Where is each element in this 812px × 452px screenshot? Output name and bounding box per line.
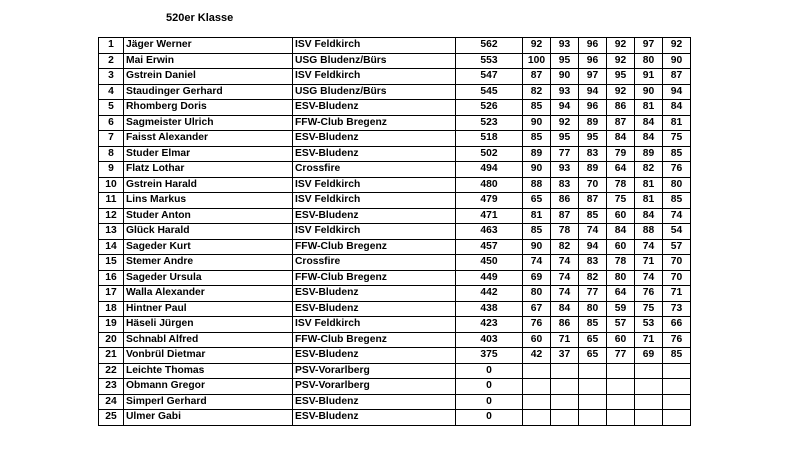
series-5-cell (635, 394, 663, 410)
club-cell: FFW-Club Bregenz (293, 239, 456, 255)
total-cell: 375 (456, 348, 523, 364)
series-3-cell (579, 379, 607, 395)
series-1-cell (523, 410, 551, 426)
series-5-cell: 89 (635, 146, 663, 162)
table-row (99, 84, 691, 100)
name-cell: Vonbrül Dietmar (124, 348, 293, 364)
series-5-cell: 84 (635, 208, 663, 224)
series-6-cell: 54 (663, 224, 691, 240)
total-cell: 547 (456, 69, 523, 85)
series-3-cell: 70 (579, 177, 607, 193)
series-5-cell: 81 (635, 177, 663, 193)
series-3-cell: 77 (579, 286, 607, 302)
series-3-cell: 87 (579, 193, 607, 209)
club-cell: ESV-Bludenz (293, 146, 456, 162)
series-5-cell: 53 (635, 317, 663, 333)
table-row (99, 100, 691, 116)
table-row (99, 363, 691, 379)
club-cell: FFW-Club Bregenz (293, 270, 456, 286)
series-4-cell (607, 363, 635, 379)
series-4-cell: 78 (607, 255, 635, 271)
series-5-cell: 81 (635, 100, 663, 116)
series-6-cell: 90 (663, 53, 691, 69)
series-2-cell: 93 (551, 84, 579, 100)
total-cell: 545 (456, 84, 523, 100)
name-cell: Jäger Werner (124, 38, 293, 54)
name-cell: Gstrein Daniel (124, 69, 293, 85)
series-6-cell (663, 410, 691, 426)
total-cell: 523 (456, 115, 523, 131)
series-2-cell (551, 363, 579, 379)
series-6-cell: 87 (663, 69, 691, 85)
name-cell: Gstrein Harald (124, 177, 293, 193)
series-6-cell: 94 (663, 84, 691, 100)
table-row (99, 146, 691, 162)
series-4-cell: 79 (607, 146, 635, 162)
table-row (99, 38, 691, 54)
rank-cell: 10 (99, 177, 124, 193)
series-4-cell: 86 (607, 100, 635, 116)
club-cell: ESV-Bludenz (293, 100, 456, 116)
table-row (99, 131, 691, 147)
table-row (99, 224, 691, 240)
total-cell: 442 (456, 286, 523, 302)
series-2-cell: 84 (551, 301, 579, 317)
table-row (99, 317, 691, 333)
series-3-cell (579, 410, 607, 426)
series-5-cell: 76 (635, 286, 663, 302)
club-cell: PSV-Vorarlberg (293, 363, 456, 379)
series-1-cell: 88 (523, 177, 551, 193)
name-cell: Rhomberg Doris (124, 100, 293, 116)
series-5-cell (635, 379, 663, 395)
series-1-cell: 100 (523, 53, 551, 69)
series-1-cell: 89 (523, 146, 551, 162)
total-cell: 463 (456, 224, 523, 240)
club-cell: USG Bludenz/Bürs (293, 84, 456, 100)
series-2-cell: 74 (551, 286, 579, 302)
series-5-cell: 84 (635, 131, 663, 147)
series-3-cell: 82 (579, 270, 607, 286)
series-4-cell: 87 (607, 115, 635, 131)
name-cell: Sageder Ursula (124, 270, 293, 286)
rank-cell: 21 (99, 348, 124, 364)
club-cell: ESV-Bludenz (293, 410, 456, 426)
table-row (99, 270, 691, 286)
table-row (99, 379, 691, 395)
series-6-cell: 76 (663, 162, 691, 178)
total-cell: 479 (456, 193, 523, 209)
series-4-cell: 60 (607, 208, 635, 224)
series-1-cell: 90 (523, 115, 551, 131)
series-1-cell: 90 (523, 162, 551, 178)
total-cell: 423 (456, 317, 523, 333)
total-cell: 449 (456, 270, 523, 286)
rank-cell: 4 (99, 84, 124, 100)
series-5-cell: 71 (635, 255, 663, 271)
club-cell: USG Bludenz/Bürs (293, 53, 456, 69)
total-cell: 0 (456, 410, 523, 426)
series-4-cell: 75 (607, 193, 635, 209)
rank-cell: 3 (99, 69, 124, 85)
name-cell: Ulmer Gabi (124, 410, 293, 426)
total-cell: 403 (456, 332, 523, 348)
series-4-cell: 84 (607, 224, 635, 240)
series-2-cell: 77 (551, 146, 579, 162)
series-6-cell: 76 (663, 332, 691, 348)
series-4-cell: 59 (607, 301, 635, 317)
series-2-cell (551, 379, 579, 395)
series-6-cell: 57 (663, 239, 691, 255)
club-cell: ISV Feldkirch (293, 193, 456, 209)
results-table-body (99, 38, 691, 426)
series-5-cell: 80 (635, 53, 663, 69)
total-cell: 502 (456, 146, 523, 162)
table-row (99, 255, 691, 271)
series-5-cell (635, 363, 663, 379)
table-row (99, 332, 691, 348)
series-6-cell: 85 (663, 146, 691, 162)
series-6-cell: 73 (663, 301, 691, 317)
rank-cell: 5 (99, 100, 124, 116)
name-cell: Sageder Kurt (124, 239, 293, 255)
series-1-cell: 65 (523, 193, 551, 209)
series-2-cell: 74 (551, 255, 579, 271)
series-6-cell: 71 (663, 286, 691, 302)
series-6-cell: 85 (663, 193, 691, 209)
series-1-cell (523, 379, 551, 395)
series-5-cell: 74 (635, 239, 663, 255)
name-cell: Lins Markus (124, 193, 293, 209)
series-3-cell (579, 363, 607, 379)
series-3-cell: 96 (579, 100, 607, 116)
rank-cell: 23 (99, 379, 124, 395)
rank-cell: 18 (99, 301, 124, 317)
series-2-cell: 93 (551, 162, 579, 178)
club-cell: Crossfire (293, 255, 456, 271)
series-1-cell: 85 (523, 100, 551, 116)
series-6-cell: 74 (663, 208, 691, 224)
name-cell: Staudinger Gerhard (124, 84, 293, 100)
series-3-cell: 95 (579, 131, 607, 147)
name-cell: Glück Harald (124, 224, 293, 240)
series-6-cell: 92 (663, 38, 691, 54)
series-2-cell: 82 (551, 239, 579, 255)
rank-cell: 24 (99, 394, 124, 410)
series-1-cell: 87 (523, 69, 551, 85)
series-2-cell: 86 (551, 317, 579, 333)
series-2-cell: 90 (551, 69, 579, 85)
series-3-cell: 89 (579, 162, 607, 178)
table-row (99, 208, 691, 224)
rank-cell: 14 (99, 239, 124, 255)
name-cell: Studer Anton (124, 208, 293, 224)
series-4-cell (607, 379, 635, 395)
rank-cell: 6 (99, 115, 124, 131)
name-cell: Häseli Jürgen (124, 317, 293, 333)
page-title: 520er Klasse (166, 12, 234, 24)
table-row (99, 394, 691, 410)
rank-cell: 9 (99, 162, 124, 178)
name-cell: Flatz Lothar (124, 162, 293, 178)
series-4-cell: 92 (607, 38, 635, 54)
series-6-cell (663, 379, 691, 395)
club-cell: ESV-Bludenz (293, 131, 456, 147)
series-5-cell: 88 (635, 224, 663, 240)
series-4-cell: 60 (607, 239, 635, 255)
club-cell: ESV-Bludenz (293, 208, 456, 224)
total-cell: 450 (456, 255, 523, 271)
series-3-cell: 65 (579, 348, 607, 364)
rank-cell: 11 (99, 193, 124, 209)
series-3-cell: 80 (579, 301, 607, 317)
table-row (99, 286, 691, 302)
series-1-cell: 85 (523, 131, 551, 147)
series-1-cell: 81 (523, 208, 551, 224)
rank-cell: 20 (99, 332, 124, 348)
series-1-cell: 76 (523, 317, 551, 333)
series-5-cell: 82 (635, 162, 663, 178)
series-2-cell (551, 394, 579, 410)
series-5-cell: 74 (635, 270, 663, 286)
series-2-cell: 95 (551, 131, 579, 147)
club-cell: ISV Feldkirch (293, 177, 456, 193)
club-cell: Crossfire (293, 162, 456, 178)
table-row (99, 177, 691, 193)
series-6-cell: 80 (663, 177, 691, 193)
club-cell: ISV Feldkirch (293, 38, 456, 54)
series-5-cell: 97 (635, 38, 663, 54)
series-6-cell (663, 363, 691, 379)
series-5-cell (635, 410, 663, 426)
club-cell: FFW-Club Bregenz (293, 115, 456, 131)
series-2-cell: 71 (551, 332, 579, 348)
table-row (99, 69, 691, 85)
table-row (99, 239, 691, 255)
series-3-cell (579, 394, 607, 410)
series-5-cell: 84 (635, 115, 663, 131)
club-cell: FFW-Club Bregenz (293, 332, 456, 348)
rank-cell: 8 (99, 146, 124, 162)
series-6-cell (663, 394, 691, 410)
name-cell: Walla Alexander (124, 286, 293, 302)
series-2-cell: 93 (551, 38, 579, 54)
table-row (99, 115, 691, 131)
series-1-cell: 92 (523, 38, 551, 54)
series-6-cell: 75 (663, 131, 691, 147)
series-6-cell: 84 (663, 100, 691, 116)
total-cell: 0 (456, 363, 523, 379)
table-row (99, 301, 691, 317)
rank-cell: 19 (99, 317, 124, 333)
series-2-cell: 86 (551, 193, 579, 209)
total-cell: 457 (456, 239, 523, 255)
series-2-cell: 78 (551, 224, 579, 240)
name-cell: Simperl Gerhard (124, 394, 293, 410)
rank-cell: 17 (99, 286, 124, 302)
total-cell: 0 (456, 379, 523, 395)
total-cell: 0 (456, 394, 523, 410)
series-4-cell: 64 (607, 286, 635, 302)
total-cell: 480 (456, 177, 523, 193)
series-1-cell: 67 (523, 301, 551, 317)
total-cell: 494 (456, 162, 523, 178)
series-5-cell: 71 (635, 332, 663, 348)
series-5-cell: 91 (635, 69, 663, 85)
name-cell: Leichte Thomas (124, 363, 293, 379)
name-cell: Mai Erwin (124, 53, 293, 69)
series-4-cell: 60 (607, 332, 635, 348)
series-5-cell: 75 (635, 301, 663, 317)
series-4-cell: 64 (607, 162, 635, 178)
rank-cell: 1 (99, 38, 124, 54)
series-1-cell (523, 394, 551, 410)
series-2-cell: 87 (551, 208, 579, 224)
series-3-cell: 65 (579, 332, 607, 348)
rank-cell: 12 (99, 208, 124, 224)
rank-cell: 22 (99, 363, 124, 379)
series-2-cell: 74 (551, 270, 579, 286)
name-cell: Faisst Alexander (124, 131, 293, 147)
series-1-cell (523, 363, 551, 379)
name-cell: Hintner Paul (124, 301, 293, 317)
rank-cell: 13 (99, 224, 124, 240)
club-cell: ISV Feldkirch (293, 69, 456, 85)
series-4-cell (607, 394, 635, 410)
rank-cell: 25 (99, 410, 124, 426)
club-cell: PSV-Vorarlberg (293, 379, 456, 395)
table-row (99, 348, 691, 364)
name-cell: Sagmeister Ulrich (124, 115, 293, 131)
series-1-cell: 60 (523, 332, 551, 348)
rank-cell: 2 (99, 53, 124, 69)
club-cell: ISV Feldkirch (293, 317, 456, 333)
rank-cell: 7 (99, 131, 124, 147)
series-5-cell: 90 (635, 84, 663, 100)
series-4-cell: 77 (607, 348, 635, 364)
series-1-cell: 42 (523, 348, 551, 364)
series-1-cell: 69 (523, 270, 551, 286)
series-3-cell: 74 (579, 224, 607, 240)
series-1-cell: 85 (523, 224, 551, 240)
series-4-cell: 57 (607, 317, 635, 333)
series-6-cell: 70 (663, 270, 691, 286)
table-row (99, 162, 691, 178)
name-cell: Schnabl Alfred (124, 332, 293, 348)
series-4-cell: 92 (607, 53, 635, 69)
series-6-cell: 66 (663, 317, 691, 333)
series-2-cell: 94 (551, 100, 579, 116)
series-3-cell: 85 (579, 208, 607, 224)
total-cell: 471 (456, 208, 523, 224)
series-5-cell: 81 (635, 193, 663, 209)
series-6-cell: 81 (663, 115, 691, 131)
series-1-cell: 74 (523, 255, 551, 271)
rank-cell: 16 (99, 270, 124, 286)
series-3-cell: 85 (579, 317, 607, 333)
series-4-cell: 95 (607, 69, 635, 85)
series-2-cell: 92 (551, 115, 579, 131)
total-cell: 562 (456, 38, 523, 54)
series-3-cell: 94 (579, 239, 607, 255)
series-5-cell: 69 (635, 348, 663, 364)
table-row (99, 193, 691, 209)
series-3-cell: 96 (579, 53, 607, 69)
results-table (98, 37, 691, 426)
total-cell: 518 (456, 131, 523, 147)
series-2-cell (551, 410, 579, 426)
series-1-cell: 82 (523, 84, 551, 100)
series-3-cell: 94 (579, 84, 607, 100)
series-4-cell: 78 (607, 177, 635, 193)
series-4-cell (607, 410, 635, 426)
series-3-cell: 83 (579, 255, 607, 271)
series-2-cell: 37 (551, 348, 579, 364)
series-4-cell: 84 (607, 131, 635, 147)
club-cell: ESV-Bludenz (293, 348, 456, 364)
series-6-cell: 70 (663, 255, 691, 271)
series-4-cell: 92 (607, 84, 635, 100)
name-cell: Stemer Andre (124, 255, 293, 271)
club-cell: ESV-Bludenz (293, 301, 456, 317)
series-4-cell: 80 (607, 270, 635, 286)
series-3-cell: 89 (579, 115, 607, 131)
series-3-cell: 83 (579, 146, 607, 162)
rank-cell: 15 (99, 255, 124, 271)
series-2-cell: 83 (551, 177, 579, 193)
series-1-cell: 80 (523, 286, 551, 302)
table-row (99, 53, 691, 69)
name-cell: Obmann Gregor (124, 379, 293, 395)
total-cell: 553 (456, 53, 523, 69)
series-6-cell: 85 (663, 348, 691, 364)
series-1-cell: 90 (523, 239, 551, 255)
club-cell: ESV-Bludenz (293, 394, 456, 410)
series-3-cell: 97 (579, 69, 607, 85)
table-row (99, 410, 691, 426)
name-cell: Studer Elmar (124, 146, 293, 162)
total-cell: 526 (456, 100, 523, 116)
club-cell: ISV Feldkirch (293, 224, 456, 240)
series-3-cell: 96 (579, 38, 607, 54)
series-2-cell: 95 (551, 53, 579, 69)
total-cell: 438 (456, 301, 523, 317)
club-cell: ESV-Bludenz (293, 286, 456, 302)
